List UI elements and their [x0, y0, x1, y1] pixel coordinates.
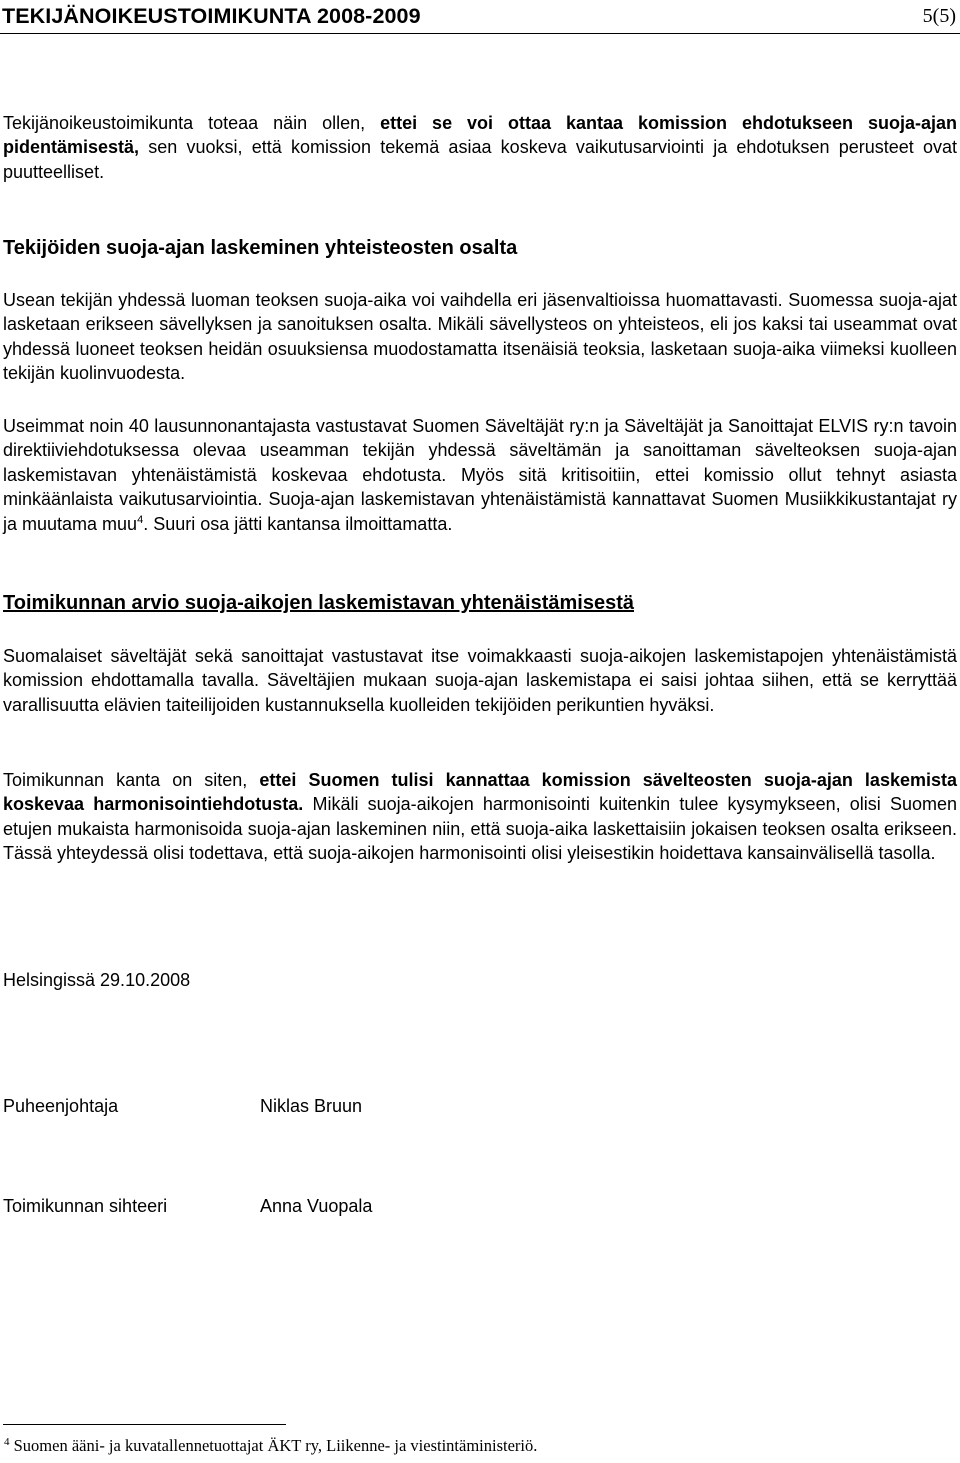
- page-number: 5(5): [922, 5, 956, 27]
- intro-text-2: sen vuoksi, että komission tekemä asiaa koskeva vaikutusarviointi ja ehdotuksen perusteet ovat puutteelliset.: [3, 137, 957, 182]
- footnote-number: 4: [4, 1436, 10, 1448]
- section1-paragraph-2: [3, 414, 957, 536]
- section2-paragraph-1: Suomalaiset säveltäjät sekä sanoittajat vastustavat itse voimakkaasti suoja-aikojen laskemistapojen yhtenäistämistä komission ehdottamalla tavalla. Säveltäjien mukaan suoja-ajan laskemistapa ei saisi johtaa siihen, että se kerryttää varallisuutta elävien taiteilijoiden kustannuksella kuolleiden tekijöiden perikuntien hyväksi.: [3, 646, 957, 715]
- section2-paragraph-2-text-1: Toimikunnan kanta on siten,: [3, 770, 260, 790]
- document-title: TEKIJÄNOIKEUSTOIMIKUNTA 2008-2009: [2, 4, 421, 28]
- page-header: [0, 0, 960, 34]
- chair-name: Niklas Bruun: [260, 1096, 363, 1116]
- section2-paragraph-2: [3, 768, 957, 866]
- section2-heading: Toimikunnan arvio suoja-aikojen laskemistavan yhtenäistämisestä: [3, 592, 634, 614]
- section2-paragraph-2-text-2: Mikäli suoja-aikojen harmonisointi kuitenkin tulee kysymykseen, olisi Suomen etujen mukaista harmonisoida suoja-ajan laskeminen niin, että suoja-aika laskettaisiin jokaisen teoksen osalta erikseen. Tässä yhteydessä olisi todettava, että suoja-aikojen harmonisointi olisi yleisestikin hoidettava kansainvälisellä tasolla.: [3, 794, 958, 864]
- intro-text-1: Tekijänoikeustoimikunta toteaa näin ollen,: [3, 113, 381, 133]
- section1-heading: Tekijöiden suoja-ajan laskeminen yhteisteosten osalta: [3, 237, 518, 259]
- section1-paragraph-1: Usean tekijän yhdessä luoman teoksen suoja-aika voi vaihdella eri jäsenvaltioissa huomattavasti. Suomessa suoja-ajat lasketaan erikseen sävellyksen ja sanoituksen osalta. Mikäli sävellysteos on yhteisteos, eli jos kaksi tai useammat ovat yhdessä luoneet teoksen heidän osuuksiensa muodostamatta itsenäisiä teoksia, lasketaan suoja-aika viimeksi kuolleen tekijän kuolinvuodesta.: [3, 290, 957, 384]
- place-date: Helsingissä 29.10.2008: [3, 970, 191, 990]
- footnote-text: Suomen ääni- ja kuvatallennetuottajat ÄKT ry, Liikenne- ja viestintäministeriö.: [13, 1436, 538, 1455]
- footnote-divider: [3, 1424, 286, 1425]
- section1-paragraph-2-end: . Suuri osa jätti kantansa ilmoittamatta.: [143, 513, 453, 534]
- chair-title: Puheenjohtaja: [3, 1096, 119, 1116]
- secretary-title: Toimikunnan sihteeri: [3, 1196, 168, 1216]
- section2-bold-text: ettei Suomen tulisi kannattaa komission sävelteosten suoja-ajan laskemista koskevaa harmonisointiehdotusta.: [3, 770, 958, 815]
- footnote: [4, 1436, 537, 1456]
- intro-paragraph: [3, 111, 957, 184]
- section1-paragraph-2-text: Useimmat noin 40 lausunnonantajasta vastustavat Suomen Säveltäjät ry:n ja Säveltäjät ja Sanoittajat ELVIS ry:n tavoin direktiiviehdotuksessa olevaa useamman tekijän yhdessä säveltämän ja sanoittaman sävelteoksen suoja-ajan laskemistavan yhtenäistämistä koskevaa ehdotusta. Myös sitä kritisoitiin, ettei komissio ollut tehnyt asiasta minkäänlaista vaikutusarviointia. Suoja-ajan laskemistavan yhtenäistämistä kannattavat Suomen Musiikkikustantajat ry ja muutama muu: [3, 416, 957, 534]
- intro-bold-text: ettei se voi ottaa kantaa komission ehdotukseen suoja-ajan pidentämisestä,: [3, 113, 957, 158]
- footnote-reference: 4: [137, 513, 144, 526]
- secretary-name: Anna Vuopala: [260, 1196, 373, 1216]
